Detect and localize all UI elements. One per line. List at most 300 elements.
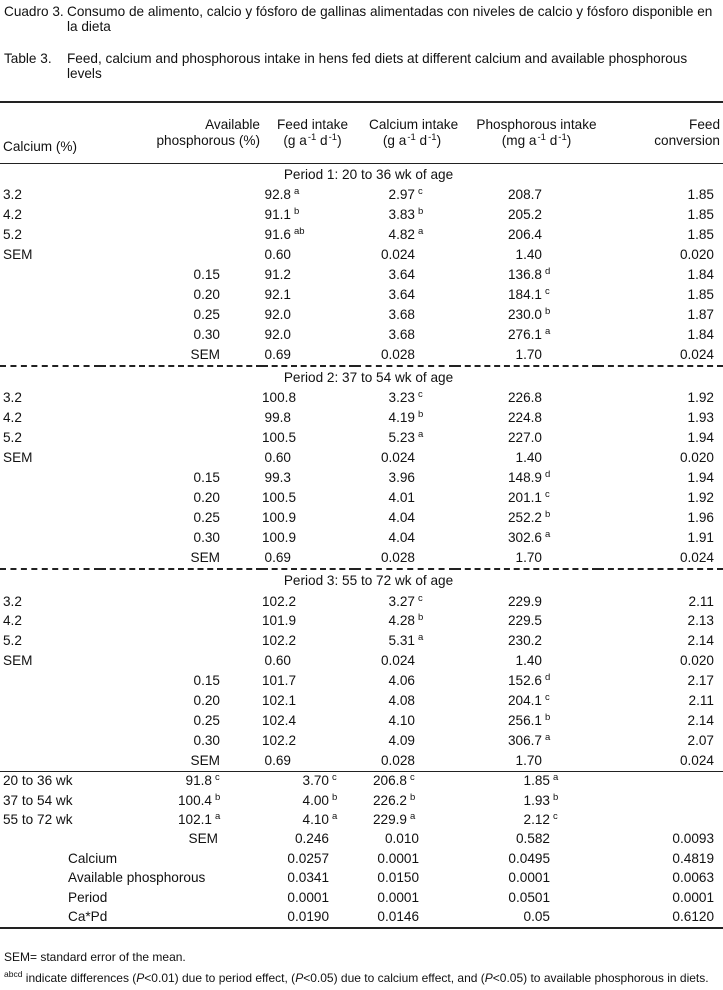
empty-cell: [0, 548, 100, 569]
section-rule: [0, 928, 723, 929]
empty-cell: [100, 652, 262, 672]
feed-conversion-cell: 2.14: [687, 633, 714, 649]
calcium-intake-cell: [355, 285, 455, 305]
calcium-level: 3.2: [3, 187, 22, 203]
rule-cell: [0, 928, 723, 929]
feed-conversion-cell: 1.92: [687, 390, 714, 406]
effect-value: 0.010: [384, 831, 419, 847]
header-phosphorous-intake: Phosphorous intake (mg $a^{-1}$ $d^{-1}$): [476, 116, 597, 148]
cell-value: 0.028: [380, 346, 415, 362]
cell-value: 99.3: [264, 470, 291, 486]
table-row-calcium: [0, 226, 723, 246]
calcium-level: 5.2: [3, 227, 22, 243]
cell-superscript-slot: [415, 431, 433, 446]
significance-letter: a: [294, 186, 300, 198]
available-phosphorous-level: 0.25: [193, 509, 220, 525]
period-title-row: [0, 164, 723, 187]
cell-superscript-slot: [542, 488, 560, 506]
cell-value: 229.9: [372, 812, 407, 828]
header-row: [0, 102, 723, 164]
feed-intake-cell: [262, 672, 355, 692]
feed-intake-cell: [262, 449, 355, 469]
calcium-intake-cell: [355, 508, 455, 528]
available-phosphorous-level: 0.15: [193, 267, 220, 283]
feed-intake-cell: [262, 469, 355, 489]
feed-intake-cell: [262, 206, 355, 226]
feed-conversion-cell: 1.91: [687, 529, 714, 545]
feed-conversion-cell: 1.94: [687, 470, 714, 486]
calcium-intake-cell: [355, 691, 455, 711]
effect-value: 0.0001: [377, 889, 419, 905]
feed-intake-cell: [262, 592, 355, 612]
empty-cell: [100, 389, 262, 409]
cell-superscript-slot: [542, 711, 560, 729]
feed-conversion-cell: 1.94: [687, 430, 714, 446]
effect-value: 0.0146: [377, 909, 419, 924]
summary-value: [262, 791, 355, 810]
cell-value: 3.68: [388, 326, 415, 342]
table-row-phosphorous: [0, 711, 723, 731]
cell-superscript-slot: [542, 325, 560, 343]
calcium-intake-cell: [355, 429, 455, 449]
calcium-level: 4.2: [3, 410, 22, 426]
cell-value: 1.70: [515, 752, 542, 768]
cell-superscript-slot: [291, 188, 309, 203]
cell-value: 100.5: [262, 430, 297, 446]
cell-value: 92.1: [264, 286, 291, 302]
table-body: [0, 164, 723, 930]
phosphorous-intake-cell: [455, 632, 598, 652]
phosphorous-intake-cell: [455, 206, 598, 226]
phosphorous-intake-cell: [455, 389, 598, 409]
table-row-phosphorous: [0, 285, 723, 305]
calcium-intake-cell: [355, 751, 455, 771]
empty-cell: [0, 672, 100, 692]
empty-cell: [100, 592, 262, 612]
calcium-level: 4.2: [3, 207, 22, 223]
table-row-calcium: [0, 449, 723, 469]
cell-value: 0.024: [380, 247, 415, 263]
cell-value: 208.7: [507, 187, 542, 203]
cell-value: 227.0: [507, 430, 542, 446]
cell-superscript-slot: [212, 791, 230, 809]
calcium-intake-cell: [355, 409, 455, 429]
effect-label: Available phosphorous: [68, 870, 206, 886]
phosphorous-intake-cell: [455, 691, 598, 711]
effect-label: Ca*Pd: [68, 909, 108, 924]
effect-value: 0.0257: [287, 850, 329, 866]
feed-intake-cell: [262, 528, 355, 548]
cell-value: 1.70: [515, 549, 542, 565]
phosphorous-intake-cell: [455, 612, 598, 632]
effect-value: 0.0495: [508, 850, 550, 866]
phosphorous-intake-cell: [455, 711, 598, 731]
period-title: Period 3: 55 to 72 wk of age: [283, 572, 454, 588]
cell-value: 91.8: [185, 773, 212, 789]
summary-value: [455, 772, 598, 791]
cell-value: 3.68: [388, 306, 415, 322]
calcium-level: 3.2: [3, 593, 22, 609]
feed-intake-cell: [262, 345, 355, 366]
cell-value: 92.0: [264, 306, 291, 322]
cell-value: 206.8: [372, 773, 407, 789]
summary-value: [262, 772, 355, 791]
empty-cell: [0, 285, 100, 305]
calcium-intake-cell: [355, 612, 455, 632]
feed-conversion-cell: 1.87: [687, 306, 714, 322]
table-row-calcium: [0, 409, 723, 429]
phosphorous-intake-cell: [455, 449, 598, 469]
caption-spanish: [4, 5, 720, 35]
cell-superscript-slot: [291, 228, 309, 243]
phosphorous-intake-cell: [455, 751, 598, 771]
feed-conversion-cell: 2.11: [688, 692, 714, 708]
feed-conversion-cell: 0.020: [679, 653, 714, 669]
significance-letter: a: [545, 325, 551, 337]
significance-letter: c: [545, 285, 550, 297]
effect-value: 0.6120: [672, 909, 714, 924]
calcium-intake-cell: [355, 186, 455, 206]
significance-letter: b: [215, 791, 221, 803]
feed-intake-cell: [262, 409, 355, 429]
feed-intake-cell: [262, 325, 355, 345]
summary-value: [598, 811, 723, 830]
cell-value: 100.4: [177, 792, 212, 808]
significance-letter: b: [545, 305, 551, 317]
summary-row: [0, 791, 723, 810]
feed-intake-cell: [262, 691, 355, 711]
feed-intake-cell: [262, 186, 355, 206]
cell-value: 206.4: [507, 227, 542, 243]
summary-row: [0, 811, 723, 830]
calcium-intake-cell: [355, 632, 455, 652]
effect-value: 0.4819: [672, 850, 714, 866]
cell-value: 4.82: [388, 227, 415, 243]
cell-value: 4.01: [388, 489, 415, 505]
significance-letter: c: [545, 691, 550, 703]
table-row-calcium: [0, 206, 723, 226]
table-row-phosphorous: [0, 488, 723, 508]
cell-superscript-slot: [542, 674, 560, 689]
available-phosphorous-level: 0.20: [193, 286, 220, 302]
phosphorous-intake-cell: [455, 548, 598, 569]
table-row-phosphorous: [0, 345, 723, 366]
feed-conversion-cell: 1.85: [687, 286, 714, 302]
cell-value: 230.2: [507, 633, 542, 649]
effect-value: 0.0093: [672, 831, 714, 847]
cell-value: 1.40: [515, 450, 542, 466]
cell-value: 136.8: [507, 267, 542, 283]
calcium-intake-cell: [355, 469, 455, 489]
phosphorous-intake-cell: [455, 469, 598, 489]
summary-value: [262, 811, 355, 830]
significance-letter: b: [545, 508, 551, 520]
table-row-phosphorous: [0, 548, 723, 569]
summary-sem-row: [0, 830, 723, 849]
cell-value: 1.70: [515, 346, 542, 362]
cell-value: 99.8: [264, 410, 291, 426]
pvalue-row: [0, 888, 723, 907]
feed-intake-cell: [262, 548, 355, 569]
available-phosphorous-level: 0.20: [193, 489, 220, 505]
cell-superscript-slot: [542, 471, 560, 486]
calcium-level: 5.2: [3, 430, 22, 446]
cell-value: 5.23: [388, 430, 415, 446]
calcium-intake-cell: [355, 325, 455, 345]
summary-value: [100, 811, 262, 830]
header-calcium-intake: Calcium intake (g $a^{-1}$ $d^{-1}$): [369, 116, 459, 148]
data-table: [0, 101, 723, 929]
feed-intake-cell: [262, 508, 355, 528]
empty-cell: [100, 226, 262, 246]
cell-value: 2.97: [388, 187, 415, 203]
available-phosphorous-level: SEM: [190, 752, 220, 768]
cell-superscript-slot: [415, 391, 433, 406]
cell-value: 91.2: [264, 267, 291, 283]
significance-letter: c: [553, 811, 558, 823]
significance-letter: a: [332, 811, 338, 823]
cell-value: 302.6: [507, 529, 542, 545]
cell-superscript-slot: [542, 268, 560, 283]
cell-value: 4.04: [388, 509, 415, 525]
summary-value: [455, 791, 598, 810]
cell-value: 226.2: [372, 792, 407, 808]
data-table-container: [0, 101, 723, 929]
period-title: Period 1: 20 to 36 wk of age: [283, 166, 454, 182]
phosphorous-intake-cell: [455, 325, 598, 345]
cell-value: 0.60: [264, 653, 291, 669]
cell-value: 4.28: [388, 613, 415, 629]
header-calcium: Calcium (%): [3, 138, 78, 154]
cell-superscript-slot: [291, 208, 309, 223]
cell-value: 0.69: [264, 549, 291, 565]
empty-cell: [0, 345, 100, 366]
effect-value: 0.0001: [287, 889, 329, 905]
calcium-intake-cell: [355, 206, 455, 226]
effect-value: 0.246: [294, 831, 329, 847]
period-range-label: 55 to 72 wk: [3, 812, 73, 828]
caption-english-text: Feed, calcium and phosphorous intake in hens fed diets at different calcium and available phosphorous levels: [67, 51, 688, 81]
effect-value: 0.0501: [508, 889, 550, 905]
phosphorous-intake-cell: [455, 731, 598, 751]
empty-cell: [0, 751, 100, 771]
summary-row: [0, 772, 723, 791]
pvalue-row: [0, 908, 723, 928]
feed-conversion-cell: 1.96: [687, 509, 714, 525]
empty-cell: [0, 469, 100, 489]
cell-value: 226.8: [507, 390, 542, 406]
available-phosphorous-level: 0.20: [193, 692, 220, 708]
empty-cell: [0, 305, 100, 325]
significance-letter: b: [553, 791, 559, 803]
cell-value: 102.2: [262, 732, 297, 748]
phosphorous-intake-cell: [455, 409, 598, 429]
cell-value: 0.69: [264, 752, 291, 768]
calcium-intake-cell: [355, 592, 455, 612]
feed-conversion-cell: 1.85: [687, 187, 714, 203]
significance-letter: a: [418, 226, 424, 238]
available-phosphorous-level: 0.15: [193, 673, 220, 689]
phosphorous-intake-cell: [455, 429, 598, 449]
significance-letter: c: [418, 389, 423, 401]
significance-letter: a: [410, 811, 416, 823]
summary-value: [455, 811, 598, 830]
table-row-calcium: [0, 429, 723, 449]
cell-value: 102.1: [262, 692, 297, 708]
effect-value: 0.582: [515, 831, 550, 847]
effect-value: 0.05: [523, 909, 550, 924]
calcium-level: 4.2: [3, 613, 22, 629]
feed-intake-cell: [262, 711, 355, 731]
table-row-calcium: [0, 592, 723, 612]
significance-letter: a: [545, 731, 551, 743]
significance-letter: b: [418, 409, 424, 421]
empty-cell: [0, 691, 100, 711]
calcium-level: SEM: [3, 653, 33, 669]
empty-cell: [100, 206, 262, 226]
pvalue-row: [0, 869, 723, 888]
feed-intake-cell: [262, 429, 355, 449]
cell-value: 256.1: [507, 712, 542, 728]
cell-value: 91.6: [264, 227, 291, 243]
phosphorous-intake-cell: [455, 592, 598, 612]
caption-english-label: Table 3.: [4, 51, 52, 66]
table-row-calcium: [0, 652, 723, 672]
feed-conversion-cell: 2.13: [687, 613, 714, 629]
feed-conversion-cell: 1.85: [687, 227, 714, 243]
significance-letter: c: [418, 186, 423, 198]
cell-value: 1.93: [523, 792, 550, 808]
caption-spanish-text: Consumo de alimento, calcio y fósforo de gallinas alimentadas con niveles de calcio y fósforo disponible en la dieta: [67, 4, 713, 34]
cell-value: 5.31: [388, 633, 415, 649]
cell-value: 201.1: [507, 489, 542, 505]
significance-letter: a: [545, 528, 551, 540]
effect-value: 0.0001: [508, 870, 550, 886]
cell-superscript-slot: [329, 774, 347, 789]
cell-value: 4.10: [388, 712, 415, 728]
significance-letter: c: [332, 772, 337, 784]
feed-conversion-cell: 1.85: [687, 207, 714, 223]
significance-letter: b: [410, 791, 416, 803]
cell-value: 1.40: [515, 247, 542, 263]
cell-value: 102.1: [177, 812, 212, 828]
feed-intake-cell: [262, 266, 355, 286]
cell-value: 102.4: [262, 712, 297, 728]
cell-value: 3.96: [388, 470, 415, 486]
feed-intake-cell: [262, 751, 355, 771]
empty-cell: [100, 449, 262, 469]
table-row-calcium: [0, 389, 723, 409]
significance-letter: ab: [294, 226, 305, 238]
significance-letter: c: [418, 592, 423, 604]
calcium-intake-cell: [355, 672, 455, 692]
cell-value: 3.23: [388, 390, 415, 406]
cell-superscript-slot: [542, 528, 560, 546]
cell-value: 184.1: [507, 286, 542, 302]
cell-value: 91.1: [264, 207, 291, 223]
significance-letter: c: [410, 772, 415, 784]
empty-cell: [0, 528, 100, 548]
empty-cell: [100, 186, 262, 206]
calcium-intake-cell: [355, 488, 455, 508]
cell-superscript-slot: [542, 508, 560, 526]
cell-value: 205.2: [507, 207, 542, 223]
cell-value: 0.024: [380, 653, 415, 669]
cell-value: 101.9: [262, 613, 297, 629]
summary-value: [100, 791, 262, 810]
feed-intake-cell: [262, 632, 355, 652]
cell-superscript-slot: [415, 634, 433, 649]
significance-letter: b: [418, 612, 424, 624]
summary-value: [598, 772, 723, 791]
calcium-level: 5.2: [3, 633, 22, 649]
effect-label: SEM: [188, 831, 218, 847]
table-row-phosphorous: [0, 751, 723, 771]
significance-letter: d: [545, 266, 551, 278]
cell-value: 148.9: [507, 470, 542, 486]
feed-conversion-cell: 1.84: [687, 326, 714, 342]
phosphorous-intake-cell: [455, 285, 598, 305]
significance-letter: a: [215, 811, 221, 823]
phosphorous-intake-cell: [455, 246, 598, 266]
calcium-intake-cell: [355, 389, 455, 409]
table-row-calcium: [0, 612, 723, 632]
significance-letter: c: [545, 488, 550, 500]
empty-cell: [100, 612, 262, 632]
cell-value: 4.08: [388, 692, 415, 708]
feed-intake-cell: [262, 731, 355, 751]
cell-value: 230.0: [507, 306, 542, 322]
effect-value: 0.0150: [377, 870, 419, 886]
effect-value: 0.0341: [287, 870, 329, 886]
significance-letter: b: [294, 206, 300, 218]
phosphorous-intake-cell: [455, 672, 598, 692]
cell-value: 306.7: [507, 732, 542, 748]
cell-value: 0.024: [380, 450, 415, 466]
period-title: Period 2: 37 to 54 wk of age: [283, 369, 454, 385]
effect-value: 0.0001: [672, 889, 714, 905]
table-row-phosphorous: [0, 691, 723, 711]
caption-spanish-label: Cuadro 3.: [4, 4, 64, 19]
cell-superscript-slot: [415, 208, 433, 223]
empty-cell: [0, 731, 100, 751]
header-feed-intake: Feed intake (g $a^{-1}$ $d^{-1}$): [276, 116, 349, 148]
header-available-phosphorous: Available phosphorous (%): [156, 116, 260, 148]
cell-superscript-slot: [415, 592, 433, 610]
calcium-intake-cell: [355, 548, 455, 569]
feed-intake-cell: [262, 488, 355, 508]
summary-value: [355, 791, 455, 810]
cell-value: 204.1: [507, 692, 542, 708]
available-phosphorous-level: 0.15: [193, 470, 220, 486]
cell-value: 3.64: [388, 286, 415, 302]
cell-superscript-slot: [407, 774, 425, 789]
table-row-phosphorous: [0, 325, 723, 345]
feed-intake-cell: [262, 285, 355, 305]
calcium-level: SEM: [3, 247, 33, 263]
phosphorous-intake-cell: [455, 528, 598, 548]
table-row-phosphorous: [0, 731, 723, 751]
cell-value: 0.60: [264, 247, 291, 263]
cell-superscript-slot: [550, 813, 568, 828]
feed-conversion-cell: 2.07: [687, 732, 714, 748]
cell-value: 0.69: [264, 346, 291, 362]
available-phosphorous-level: 0.30: [193, 326, 220, 342]
cell-value: 4.04: [388, 529, 415, 545]
calcium-intake-cell: [355, 226, 455, 246]
cell-value: 152.6: [507, 673, 542, 689]
cell-value: 2.12: [523, 812, 550, 828]
